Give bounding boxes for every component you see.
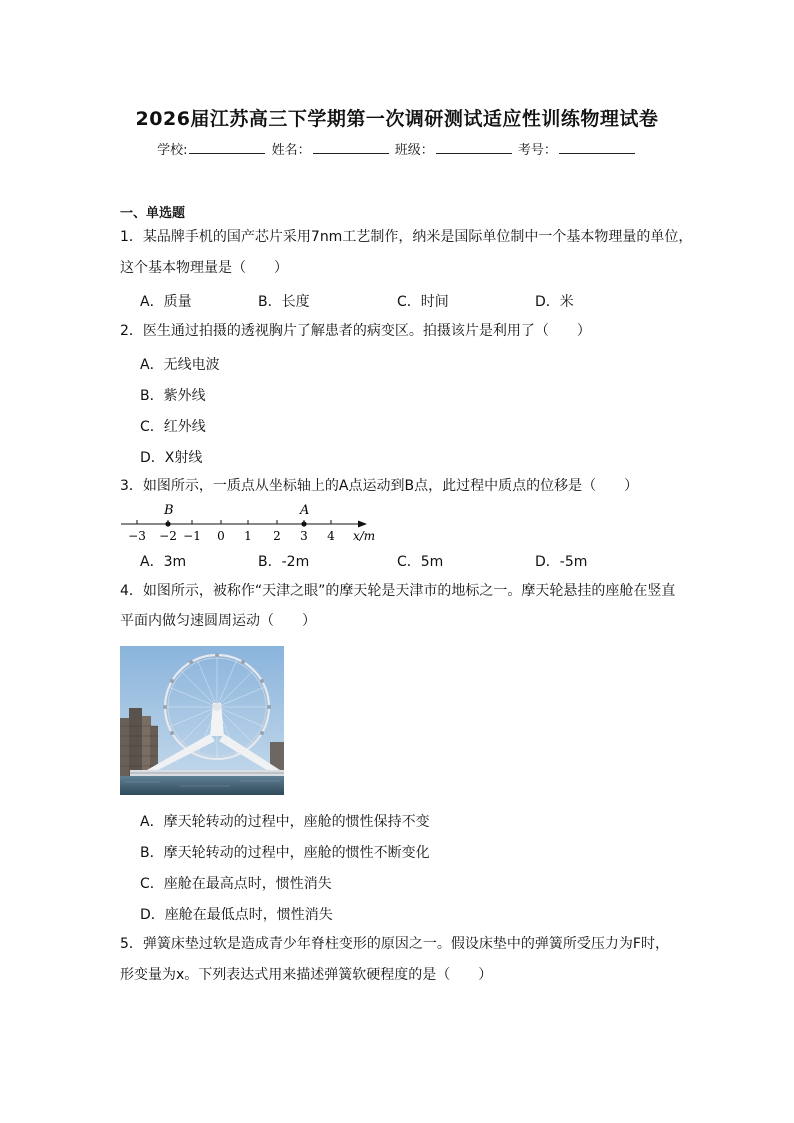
q4-option-d[interactable]: D．座舱在最低点时，惯性消失 [140, 907, 333, 923]
number-line-figure [115, 498, 385, 546]
q2-option-a[interactable]: A．无线电波 [140, 357, 220, 373]
tick-label: 3 [300, 529, 308, 543]
tick-label: 1 [244, 529, 252, 543]
tick-label: −2 [159, 529, 177, 543]
point-a-label: A [300, 503, 310, 518]
q2-text: 2．医生通过拍摄的透视胸片了解患者的病变区。拍摄该片是利用了（ ） [120, 323, 591, 339]
point-a-dot [301, 521, 306, 526]
number-blank[interactable] [559, 142, 635, 154]
q1-line2: 这个基本物理量是（ ） [120, 260, 288, 276]
q1-option-d[interactable]: D．米 [535, 294, 574, 310]
q4-option-a[interactable]: A．摩天轮转动的过程中，座舱的惯性保持不变 [140, 814, 430, 830]
point-b-label: B [164, 503, 174, 518]
tick-label: 2 [273, 529, 281, 543]
q3-option-a[interactable]: A．3m [140, 554, 187, 570]
q2-option-c[interactable]: C．红外线 [140, 419, 206, 435]
exam-title: 2026届江苏高三下学期第一次调研测试适应性训练物理试卷 [135, 108, 659, 130]
tick-label: 0 [217, 529, 225, 543]
q4-option-c[interactable]: C．座舱在最高点时，惯性消失 [140, 876, 332, 892]
q3-text: 3．如图所示，一质点从坐标轴上的A点运动到B点，此过程中质点的位移是（ ） [120, 478, 639, 494]
axis-unit-label: x/m [353, 529, 376, 543]
ferris-wheel-photo [120, 646, 284, 795]
q2-option-d[interactable]: D．X射线 [140, 450, 203, 466]
q3-option-b[interactable]: B．-2m [258, 554, 310, 570]
q3-option-d[interactable]: D．-5m [535, 554, 588, 570]
q2-option-b[interactable]: B．紫外线 [140, 388, 206, 404]
q5-line2: 形变量为x。下列表达式用来描述弹簧软硬程度的是（ ） [120, 967, 493, 983]
tick-label: 4 [327, 529, 335, 543]
student-info-row [0, 139, 794, 158]
q1-line1: 1．某品牌手机的国产芯片采用7nm工艺制作，纳米是国际单位制中一个基本物理量的单位， [120, 229, 693, 245]
number-label: 考号： [517, 143, 557, 158]
q1-option-b[interactable]: B．长度 [258, 294, 310, 310]
axis-arrow-icon [358, 521, 367, 528]
school-blank[interactable] [189, 142, 265, 154]
school-label: 学校: [157, 143, 188, 158]
q4-line1: 4．如图所示，被称作“天津之眼”的摩天轮是天津市的地标之一。摩天轮悬挂的座舱在竖直 [120, 583, 676, 599]
q3-option-c[interactable]: C．5m [397, 554, 444, 570]
class-label: 班级： [394, 143, 434, 158]
q1-option-c[interactable]: C．时间 [397, 294, 449, 310]
q1-option-a[interactable]: A．质量 [140, 294, 192, 310]
tick-label: −3 [128, 529, 146, 543]
q4-option-b[interactable]: B．摩天轮转动的过程中，座舱的惯性不断变化 [140, 845, 430, 861]
name-blank[interactable] [313, 142, 389, 154]
point-b-dot [165, 521, 170, 526]
class-blank[interactable] [436, 142, 512, 154]
tick-label: −1 [183, 529, 201, 543]
name-label: 姓名： [271, 143, 311, 158]
section-heading: 一、单选题 [120, 206, 186, 221]
q5-line1: 5．弹簧床垫过软是造成青少年脊柱变形的原因之一。假设床垫中的弹簧所受压力为F时， [120, 936, 669, 952]
q4-line2: 平面内做匀速圆周运动（ ） [120, 613, 316, 629]
